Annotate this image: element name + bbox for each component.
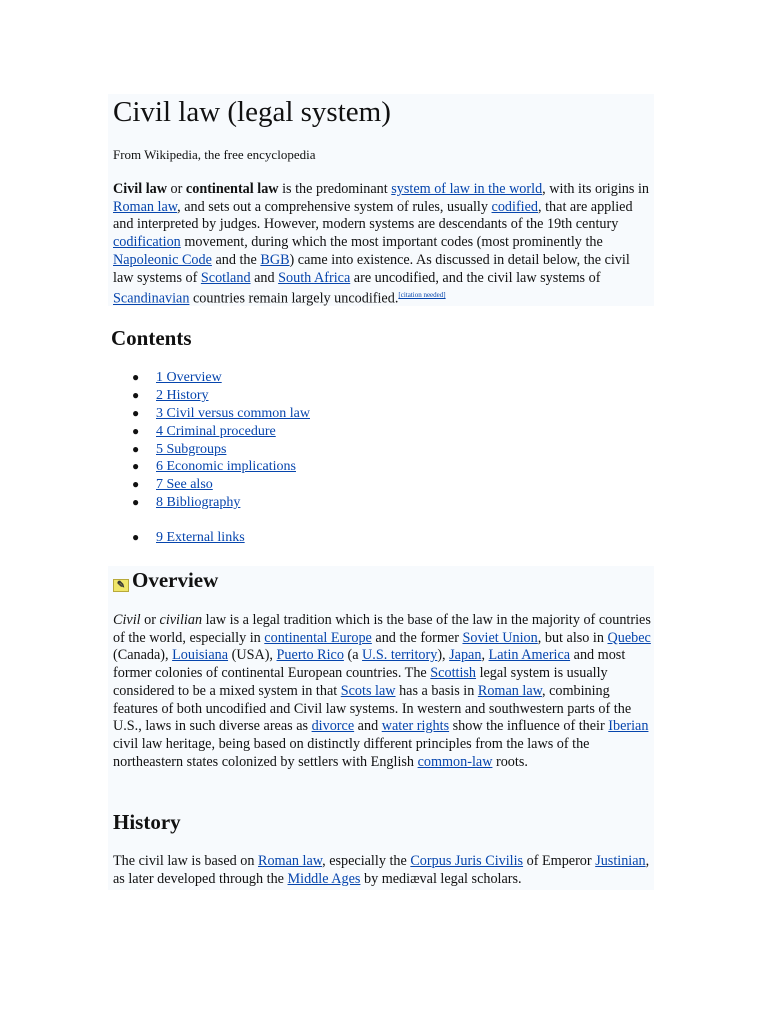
text: , but also in — [537, 629, 608, 646]
text: and — [354, 718, 382, 735]
text: and most former colonies of continental European countries. The — [113, 647, 626, 682]
text: ), — [437, 647, 450, 664]
intro-bold-term: Civil law — [113, 181, 167, 197]
text: and the — [211, 251, 261, 268]
citation-needed-link[interactable]: [citation needed] — [398, 291, 446, 300]
text: show the influence of their — [449, 718, 609, 735]
text: , especially the — [322, 853, 411, 869]
text: or — [140, 612, 160, 628]
bullet-icon: ● — [132, 405, 140, 420]
toc-link-civil-vs-common[interactable]: 3 Civil versus common law — [156, 405, 310, 421]
toc-item — [130, 458, 310, 476]
link-scandinavian[interactable]: Scandinavian — [113, 290, 190, 307]
bullet-icon: ● — [132, 530, 140, 545]
link-scottish[interactable]: Scottish — [430, 665, 477, 682]
text: , and sets out a comprehensive system of rules, usually — [177, 198, 492, 215]
link-iberian[interactable]: Iberian — [608, 718, 649, 735]
intro-paragraph — [113, 181, 653, 309]
text: of Emperor — [523, 853, 596, 869]
link-codification[interactable]: codification — [113, 234, 181, 251]
intro-bold-term: continental law — [185, 181, 279, 197]
link-puerto-rico[interactable]: Puerto Rico — [276, 647, 344, 664]
link-roman-law[interactable]: Roman law — [477, 682, 542, 699]
text: by mediæval legal scholars. — [360, 870, 522, 887]
link-south-africa[interactable]: South Africa — [278, 269, 351, 286]
link-scots-law[interactable]: Scots law — [340, 682, 396, 699]
link-quebec[interactable]: Quebec — [607, 629, 651, 646]
toc-item — [130, 369, 310, 387]
text: and — [250, 269, 279, 286]
toc-link-overview[interactable]: 1 Overview — [156, 370, 222, 385]
link-justinian[interactable]: Justinian — [595, 853, 646, 869]
link-water-rights[interactable]: water rights — [381, 718, 450, 735]
toc-item — [130, 494, 310, 512]
link-roman-law[interactable]: Roman law — [258, 853, 323, 869]
link-us-territory[interactable]: U.S. territory — [362, 647, 438, 664]
link-scotland[interactable]: Scotland — [200, 269, 251, 286]
toc-link-bibliography[interactable]: 8 Bibliography — [156, 495, 241, 511]
toc-link-see-also[interactable]: 7 See also — [156, 477, 213, 493]
text: is the predominant — [278, 181, 392, 197]
text: has a basis in — [395, 682, 478, 699]
link-bgb[interactable]: BGB — [260, 251, 290, 268]
toc-item — [130, 405, 310, 423]
bullet-icon: ● — [132, 441, 140, 456]
text: civil law heritage, being based on distinctly different principles from the laws of the northeastern states colonized by settlers with English — [113, 735, 590, 770]
history-heading: History — [113, 810, 181, 834]
text: (a — [343, 647, 363, 664]
contents-heading: Contents — [111, 326, 192, 350]
text: and the former — [371, 629, 463, 646]
toc-link-subgroups[interactable]: 5 Subgroups — [156, 441, 227, 457]
history-paragraph — [113, 853, 653, 888]
table-of-contents — [130, 369, 310, 547]
toc-item — [130, 529, 310, 547]
edit-icon[interactable]: ✎ — [113, 579, 129, 592]
toc-item — [130, 476, 310, 494]
link-roman-law[interactable]: Roman law — [113, 198, 178, 215]
link-napoleonic-code[interactable]: Napoleonic Code — [113, 251, 212, 268]
text: movement, during which the most important codes (most prominently the — [180, 234, 603, 251]
link-japan[interactable]: Japan — [449, 647, 482, 664]
link-middle-ages[interactable]: Middle Ages — [287, 870, 361, 887]
page-title: Civil law (legal system) — [113, 96, 391, 128]
text: , combining features of both uncodified and Civil law systems. In western and southwestern parts of the U.S., laws in such diverse areas as — [113, 682, 632, 735]
bullet-icon: ● — [132, 495, 140, 510]
bullet-icon: ● — [132, 423, 140, 438]
toc-link-criminal-procedure[interactable]: 4 Criminal procedure — [156, 423, 276, 439]
text: are uncodified, and the civil law systems of — [350, 269, 601, 286]
text: , as later developed through the — [113, 853, 650, 887]
text: countries remain largely uncodified. — [189, 290, 399, 307]
link-latin-america[interactable]: Latin America — [488, 647, 571, 664]
text: law is a legal tradition which is the base of the law in the majority of countries of the world, especially in — [113, 612, 651, 646]
text: The civil law is based on — [113, 853, 258, 869]
link-codified[interactable]: codified — [491, 198, 539, 215]
overview-heading-text: Overview — [132, 568, 219, 592]
link-continental-europe[interactable]: continental Europe — [264, 629, 372, 646]
page-subtitle: From Wikipedia, the free encyclopedia — [113, 147, 316, 162]
text: or — [167, 181, 186, 197]
text: ) came into existence. As discussed in detail below, the civil law systems of — [113, 251, 630, 286]
link-system-of-law[interactable]: system of law in the world — [391, 181, 543, 197]
text: roots. — [492, 753, 528, 770]
link-soviet-union[interactable]: Soviet Union — [462, 629, 538, 646]
link-louisiana[interactable]: Louisiana — [172, 647, 229, 664]
toc-item — [130, 387, 310, 405]
toc-link-economic-implications[interactable]: 6 Economic implications — [156, 459, 296, 475]
overview-heading — [113, 568, 653, 593]
bullet-icon: ● — [132, 370, 140, 384]
overview-paragraph — [113, 612, 653, 771]
italic-term: Civil — [113, 612, 141, 628]
text: , that are applied and interpreted by judges. However, modern systems are descendants of the 19th century — [113, 198, 633, 233]
text: (Canada), — [113, 647, 173, 664]
link-common-law[interactable]: common-law — [417, 753, 493, 770]
link-divorce[interactable]: divorce — [311, 718, 355, 735]
toc-link-external-links[interactable]: 9 External links — [156, 530, 245, 546]
link-corpus-juris-civilis[interactable]: Corpus Juris Civilis — [410, 853, 524, 869]
toc-link-history[interactable]: 2 History — [156, 387, 209, 403]
bullet-icon: ● — [132, 459, 140, 474]
text: legal system is usually considered to be a mixed system in that — [113, 665, 608, 699]
text: , with its origins in — [542, 181, 649, 197]
text: (USA), — [228, 647, 277, 664]
bullet-icon: ● — [132, 387, 140, 402]
toc-item — [130, 441, 310, 459]
text: , — [481, 647, 489, 664]
toc-item — [130, 423, 310, 441]
italic-term: civilian — [159, 612, 203, 628]
bullet-icon: ● — [132, 477, 140, 492]
